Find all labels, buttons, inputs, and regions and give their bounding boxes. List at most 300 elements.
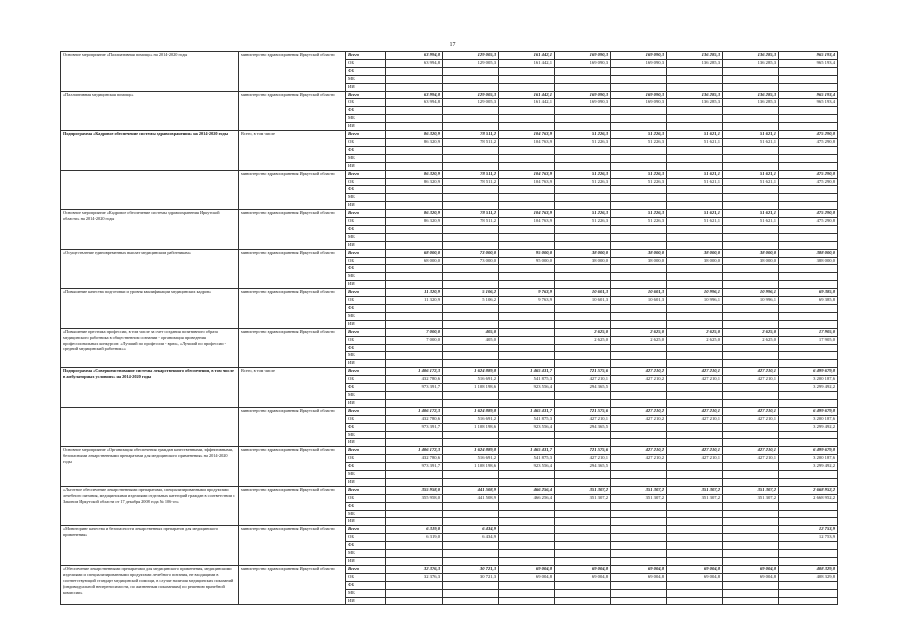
amount-cell: 9 763,9 [499,289,555,297]
amount-cell [611,305,667,313]
amount-cell [611,423,667,431]
amount-cell [723,162,779,170]
executor-cell: Всего, в том числе [239,131,346,171]
amount-cell: 294 365,5 [555,463,611,471]
amount-cell: 51 226,3 [555,131,611,139]
amount-cell: 73 000,0 [443,257,499,265]
amount-cell [386,281,443,289]
amount-cell: 1 406 172,3 [386,368,443,376]
total-amount-cell [779,202,838,210]
amount-cell [611,186,667,194]
total-amount-cell: 388 000,0 [779,257,838,265]
amount-cell [611,344,667,352]
amount-cell [723,542,779,550]
funding-source-cell: Всего [346,52,386,60]
amount-cell [443,194,499,202]
amount-cell [555,510,611,518]
amount-cell [499,518,555,526]
amount-cell: 136 285,3 [667,99,723,107]
amount-cell [386,225,443,233]
amount-cell [443,439,499,447]
amount-cell [555,550,611,558]
funding-source-cell: МБ [346,115,386,123]
amount-cell [611,83,667,91]
funding-source-cell: МБ [346,391,386,399]
amount-cell [611,320,667,328]
funding-source-cell: ИИ [346,83,386,91]
amount-cell: 38 000,0 [667,257,723,265]
table-row [61,52,838,60]
amount-cell [667,344,723,352]
total-amount-cell [779,241,838,249]
amount-cell: 38 000,0 [667,249,723,257]
amount-cell [723,320,779,328]
amount-cell [443,399,499,407]
funding-source-cell: ФБ [346,186,386,194]
total-amount-cell [779,478,838,486]
amount-cell [499,471,555,479]
amount-cell: 1 465 431,7 [499,407,555,415]
table-row [61,565,838,573]
amount-cell [386,154,443,162]
executor-cell: министерство здравоохранения Иркутской области [239,210,346,250]
amount-cell [611,265,667,273]
funding-source-cell: Всего [346,486,386,494]
amount-cell: 69 004,8 [667,573,723,581]
executor-cell: министерство здравоохранения Иркутской области [239,52,346,92]
amount-cell [555,391,611,399]
amount-cell: 86 320,9 [386,138,443,146]
amount-cell [499,478,555,486]
amount-cell [386,391,443,399]
amount-cell [386,597,443,605]
amount-cell: 63 994,8 [386,59,443,67]
amount-cell: 69 004,8 [667,565,723,573]
funding-source-cell: ОБ [346,415,386,423]
amount-cell [499,360,555,368]
amount-cell [386,558,443,566]
amount-cell: 104 763,9 [499,210,555,218]
amount-cell: 136 285,3 [723,91,779,99]
funding-source-cell: ФБ [346,225,386,233]
amount-cell [386,233,443,241]
amount-cell: 95 000,0 [499,257,555,265]
amount-cell [611,162,667,170]
table-row [61,486,838,494]
amount-cell [386,115,443,123]
amount-cell [386,146,443,154]
funding-source-cell: ФБ [346,384,386,392]
amount-cell [723,399,779,407]
amount-cell [555,115,611,123]
amount-cell [443,510,499,518]
total-amount-cell: 408 329,8 [779,565,838,573]
amount-cell: 10 601,3 [555,297,611,305]
amount-cell: 78 511,2 [443,138,499,146]
amount-cell [723,225,779,233]
amount-cell: 69 004,8 [723,573,779,581]
amount-cell: 38 000,0 [611,249,667,257]
amount-cell [555,502,611,510]
amount-cell [386,471,443,479]
amount-cell [611,597,667,605]
amount-cell: 136 285,3 [667,59,723,67]
amount-cell: 973 391,7 [386,423,443,431]
funding-source-cell: ФБ [346,67,386,75]
amount-cell: 1 624 889,8 [443,368,499,376]
amount-cell [386,265,443,273]
amount-cell: 1 624 889,8 [443,447,499,455]
amount-cell: 432 780,6 [386,455,443,463]
amount-cell [723,312,779,320]
total-amount-cell [779,558,838,566]
amount-cell [499,115,555,123]
amount-cell: 51 621,1 [667,170,723,178]
funding-source-cell: МБ [346,75,386,83]
funding-source-cell: МБ [346,352,386,360]
amount-cell [555,431,611,439]
amount-cell [499,399,555,407]
activity-name-cell: «Паллиативная медицинская помощь» [61,91,239,131]
amount-cell: 129 005,3 [443,99,499,107]
amount-cell [443,471,499,479]
table-row [61,131,838,139]
amount-cell [723,241,779,249]
amount-cell: 427 210,1 [723,368,779,376]
total-amount-cell [779,352,838,360]
total-amount-cell [779,123,838,131]
activity-name-cell [61,170,239,210]
amount-cell [499,550,555,558]
funding-source-cell: Всего [346,447,386,455]
amount-cell: 1 108 198,6 [443,423,499,431]
amount-cell [611,534,667,542]
total-amount-cell [779,75,838,83]
amount-cell [443,542,499,550]
amount-cell: 169 090,3 [611,59,667,67]
total-amount-cell [779,391,838,399]
amount-cell [723,115,779,123]
funding-source-cell: ИИ [346,478,386,486]
amount-cell [499,391,555,399]
total-amount-cell: 3 200 187,6 [779,415,838,423]
activity-name-cell: Основное мероприятие «Кадровое обеспечение системы здравоохранения Иркутской области» на 2014-2020 годы [61,210,239,250]
amount-cell [667,360,723,368]
activity-name-cell: «Осуществление единовременных выплат медицинским работникам» [61,249,239,289]
amount-cell [667,597,723,605]
amount-cell: 104 763,9 [499,170,555,178]
funding-source-cell: Всего [346,526,386,534]
amount-cell: 427 210,1 [723,407,779,415]
amount-cell [499,83,555,91]
amount-cell [723,154,779,162]
amount-cell [611,431,667,439]
amount-cell [723,558,779,566]
amount-cell [555,186,611,194]
amount-cell [667,241,723,249]
amount-cell: 427 210,1 [555,455,611,463]
funding-source-cell: ОБ [346,178,386,186]
amount-cell [555,526,611,534]
total-amount-cell: 3 200 187,6 [779,455,838,463]
amount-cell [611,273,667,281]
total-amount-cell: 965 193,4 [779,52,838,60]
amount-cell [611,478,667,486]
total-amount-cell [779,186,838,194]
amount-cell: 161 442,1 [499,59,555,67]
amount-cell [723,534,779,542]
amount-cell: 516 691,2 [443,455,499,463]
amount-cell: 10 996,1 [667,297,723,305]
amount-cell: 78 511,2 [443,210,499,218]
amount-cell [499,589,555,597]
amount-cell: 294 365,5 [555,423,611,431]
amount-cell [499,336,555,344]
total-amount-cell [779,83,838,91]
amount-cell [723,471,779,479]
total-amount-cell [779,320,838,328]
amount-cell: 51 621,1 [723,218,779,226]
amount-cell [499,558,555,566]
funding-source-cell: ИИ [346,320,386,328]
amount-cell [611,225,667,233]
amount-cell [443,558,499,566]
amount-cell: 516 691,2 [443,415,499,423]
amount-cell [386,75,443,83]
amount-cell [555,478,611,486]
amount-cell: 38 000,0 [611,257,667,265]
funding-source-cell: ОБ [346,534,386,542]
amount-cell: 11 320,9 [386,289,443,297]
amount-cell [499,107,555,115]
amount-cell: 63 994,8 [386,52,443,60]
amount-cell: 161 442,1 [499,91,555,99]
amount-cell [499,265,555,273]
amount-cell: 2 625,0 [667,336,723,344]
total-amount-cell [779,431,838,439]
amount-cell [386,123,443,131]
amount-cell: 6 319,0 [386,534,443,542]
amount-cell [386,67,443,75]
funding-source-cell: ИИ [346,281,386,289]
activity-name-cell: «Повышение качества подготовки и уровня квалификации медицинских кадров» [61,289,239,329]
amount-cell: 68 000,0 [386,249,443,257]
executor-cell: министерство здравоохранения Иркутской области [239,407,346,447]
funding-source-cell: Всего [346,131,386,139]
amount-cell [443,518,499,526]
amount-cell [723,478,779,486]
amount-cell: 351 307,2 [667,486,723,494]
amount-cell: 351 307,2 [723,486,779,494]
amount-cell: 541 875,3 [499,455,555,463]
program-funding-table [60,51,838,605]
amount-cell [386,352,443,360]
funding-source-cell: МБ [346,471,386,479]
amount-cell [611,202,667,210]
amount-cell: 69 004,8 [499,565,555,573]
amount-cell: 10 996,1 [723,289,779,297]
total-amount-cell: 388 000,0 [779,249,838,257]
amount-cell [611,67,667,75]
funding-source-cell: Всего [346,249,386,257]
amount-cell [611,312,667,320]
activity-name-cell: Подпрограмма «Совершенствование системы лекарственного обеспечения, в том числе в амбулаторных условиях» на 2014-2020 годы [61,368,239,408]
total-amount-cell [779,107,838,115]
amount-cell [499,75,555,83]
amount-cell: 169 090,3 [555,99,611,107]
amount-cell: 51 621,1 [667,131,723,139]
amount-cell: 923 556,4 [499,423,555,431]
total-amount-cell [779,360,838,368]
amount-cell [443,431,499,439]
total-amount-cell: 408 329,8 [779,573,838,581]
funding-source-cell: МБ [346,312,386,320]
funding-source-cell: Всего [346,91,386,99]
amount-cell [667,162,723,170]
amount-cell [499,502,555,510]
executor-cell: министерство здравоохранения Иркутской области [239,289,346,329]
funding-source-cell: ФБ [346,463,386,471]
amount-cell [386,589,443,597]
funding-source-cell: Всего [346,289,386,297]
amount-cell [499,526,555,534]
funding-source-cell: МБ [346,233,386,241]
amount-cell: 169 090,3 [555,91,611,99]
amount-cell: 7 000,0 [386,336,443,344]
amount-cell [723,146,779,154]
amount-cell [555,305,611,313]
total-amount-cell: 475 290,8 [779,138,838,146]
amount-cell [555,75,611,83]
total-amount-cell: 475 290,8 [779,131,838,139]
amount-cell: 1 108 198,6 [443,463,499,471]
amount-cell [386,186,443,194]
amount-cell: 136 285,3 [667,91,723,99]
amount-cell [723,597,779,605]
amount-cell: 136 285,3 [723,99,779,107]
amount-cell [667,384,723,392]
amount-cell [667,225,723,233]
amount-cell [499,202,555,210]
total-amount-cell: 3 299 492,2 [779,423,838,431]
amount-cell [667,154,723,162]
funding-source-cell: ИИ [346,439,386,447]
amount-cell [499,154,555,162]
amount-cell: 9 763,9 [499,297,555,305]
amount-cell [611,542,667,550]
amount-cell: 516 691,2 [443,376,499,384]
table-row [61,368,838,376]
amount-cell: 51 621,1 [723,138,779,146]
amount-cell [443,312,499,320]
table-row [61,249,838,257]
amount-cell [667,305,723,313]
amount-cell [667,194,723,202]
amount-cell: 355 958,0 [386,494,443,502]
amount-cell: 10 996,1 [723,297,779,305]
amount-cell: 104 763,9 [499,178,555,186]
amount-cell: 10 601,3 [611,297,667,305]
amount-cell: 86 320,9 [386,210,443,218]
amount-cell: 51 621,1 [667,210,723,218]
activity-name-cell: Основное мероприятие «Организация обеспечения граждан качественными, эффективными, безопасными лекарственными препаратами для медицинского применения» на 2014-2020 годы [61,447,239,487]
funding-source-cell: ФБ [346,107,386,115]
amount-cell [667,478,723,486]
amount-cell [667,502,723,510]
total-amount-cell [779,399,838,407]
amount-cell: 427 210,2 [611,455,667,463]
amount-cell [723,352,779,360]
table-row [61,447,838,455]
amount-cell [555,344,611,352]
funding-source-cell: ОБ [346,376,386,384]
amount-cell: 541 875,3 [499,415,555,423]
amount-cell: 294 365,5 [555,384,611,392]
funding-source-cell: ИИ [346,162,386,170]
amount-cell: 69 004,8 [499,573,555,581]
amount-cell [611,360,667,368]
total-amount-cell [779,502,838,510]
amount-cell [499,225,555,233]
amount-cell: 68 000,0 [386,257,443,265]
amount-cell [723,305,779,313]
funding-source-cell: ИИ [346,241,386,249]
amount-cell: 73 000,0 [443,249,499,257]
table-row [61,526,838,534]
amount-cell: 51 621,1 [667,218,723,226]
amount-cell [499,186,555,194]
total-amount-cell [779,581,838,589]
amount-cell [499,146,555,154]
amount-cell: 30 721,3 [443,573,499,581]
total-amount-cell [779,233,838,241]
amount-cell [499,273,555,281]
amount-cell [555,107,611,115]
amount-cell [723,384,779,392]
amount-cell: 351 307,2 [611,494,667,502]
amount-cell [499,67,555,75]
amount-cell: 161 442,1 [499,52,555,60]
amount-cell [499,312,555,320]
funding-source-cell: Всего [346,368,386,376]
amount-cell [611,146,667,154]
amount-cell: 161 442,1 [499,99,555,107]
total-amount-cell [779,67,838,75]
amount-cell: 432 780,6 [386,376,443,384]
amount-cell: 78 511,2 [443,178,499,186]
amount-cell: 51 226,3 [611,170,667,178]
total-amount-cell [779,589,838,597]
amount-cell: 51 621,1 [723,131,779,139]
amount-cell [555,225,611,233]
amount-cell: 427 210,1 [667,376,723,384]
amount-cell [611,384,667,392]
amount-cell [611,391,667,399]
amount-cell [443,589,499,597]
amount-cell: 38 000,0 [555,249,611,257]
amount-cell [555,273,611,281]
amount-cell: 721 575,6 [555,447,611,455]
amount-cell [667,83,723,91]
amount-cell [723,107,779,115]
executor-cell: министерство здравоохранения Иркутской области [239,170,346,210]
total-amount-cell: 475 290,8 [779,218,838,226]
amount-cell [667,233,723,241]
amount-cell [555,360,611,368]
amount-cell [499,352,555,360]
total-amount-cell: 12 753,9 [779,526,838,534]
amount-cell [667,431,723,439]
